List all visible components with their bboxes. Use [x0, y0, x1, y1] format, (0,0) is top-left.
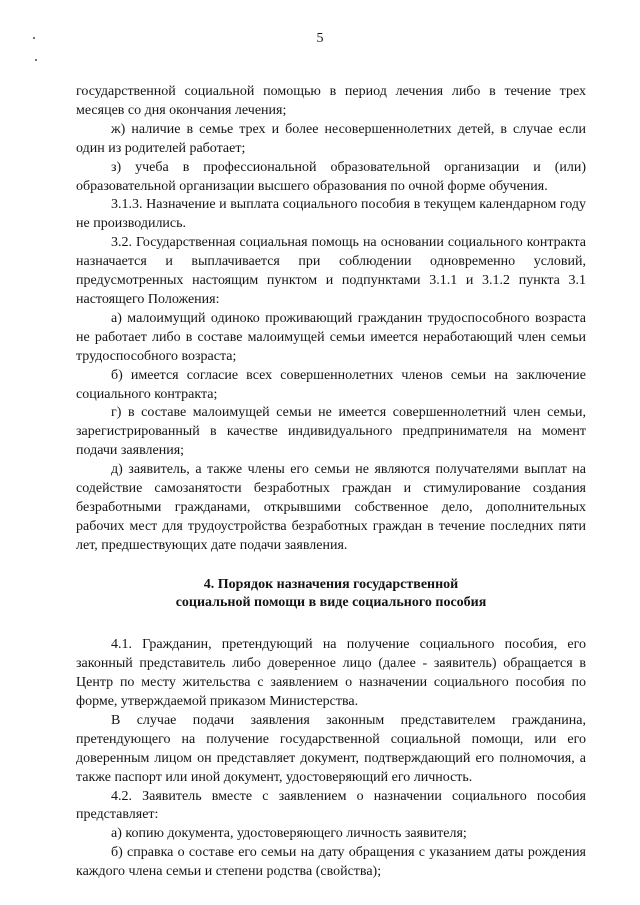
section-4-heading: [76, 576, 586, 614]
paragraph-representative: В случае подачи заявления законным представителем гражданина, претендующего на получение государственной социальной помощи, или его доверенным лицом он представляет документ, подтверждающий его полномочия, а также паспорт или иной документ, удостоверяющий его личность.: [76, 712, 586, 785]
paragraph-item-a: а) малоимущий одиноко проживающий гражданин трудоспособного возраста не работает либо в составе малоимущей семьи имеется неработающий член семьи трудоспособного возраста;: [76, 310, 586, 364]
paragraph-3-1-3: 3.1.3. Назначение и выплата социального пособия в текущем календарном году не производились.: [76, 197, 586, 232]
paragraph-continuation: государственной социальной помощью в период лечения либо в течение трех месяцев со дня окончания лечения;: [76, 84, 586, 118]
paragraph-4-2-item-a: а) копию документа, удостоверяющего личность заявителя;: [111, 826, 467, 842]
paragraph-item-b: б) имеется согласие всех совершеннолетних членов семьи на заключение социального контракта;: [76, 367, 586, 402]
section-4-heading-line-2: социальной помощи в виде социального пособия: [175, 595, 487, 611]
paragraph-item-zh: ж) наличие в семье трех и более несовершеннолетних детей, в случае если один из родителей работает;: [76, 121, 586, 156]
scan-artifact-dot: [33, 37, 35, 39]
paragraph-item-g: г) в составе малоимущей семьи не имеется совершеннолетний член семьи, зарегистрированный в качестве индивидуального предпринимателя на момент подачи заявления;: [76, 405, 586, 459]
paragraph-item-d: д) заявитель, а также члены его семьи не являются получателями выплат на содействие самозанятости безработных граждан и стимулирование создания безработными гражданами, открывшими собственное дело, дополнительных рабочих мест для трудоустройства безработных граждан в течение последних пяти лет, предшествующих дате подачи заявления.: [76, 462, 586, 553]
section-4-heading-line-1: 4. Порядок назначения государственной: [203, 576, 459, 592]
scan-artifact-dot: [35, 59, 37, 61]
paragraph-4-2-item-b: б) справка о составе его семьи на дату обращения с указанием даты рождения каждого члена семьи и степени родства (свойства);: [76, 845, 586, 880]
document-body: [76, 83, 586, 882]
paragraph-item-z: з) учеба в профессиональной образовательной организации и (или) образовательной организации высшего образования по очной форме обучения.: [76, 159, 586, 194]
paragraph-4-1: 4.1. Гражданин, претендующий на получение социального пособия, его законный представитель либо доверенное лицо (далее - заявитель) обращается в Центр по месту жительства с заявлением о назначении социального пособия по форме, утверждаемой приказом Министерства.: [76, 637, 586, 709]
paragraph-3-2: 3.2. Государственная социальная помощь на основании социального контракта назначается и выплачивается при соблюдении одновременно условий, предусмотренных настоящим пунктом и подпунктами 3.1.1 и 3.1.2 пункта 3.1 настоящего Положения:: [76, 235, 586, 307]
paragraph-4-2: 4.2. Заявитель вместе с заявлением о назначении социального пособия представляет:: [76, 788, 586, 823]
page-number: 5: [316, 31, 324, 46]
